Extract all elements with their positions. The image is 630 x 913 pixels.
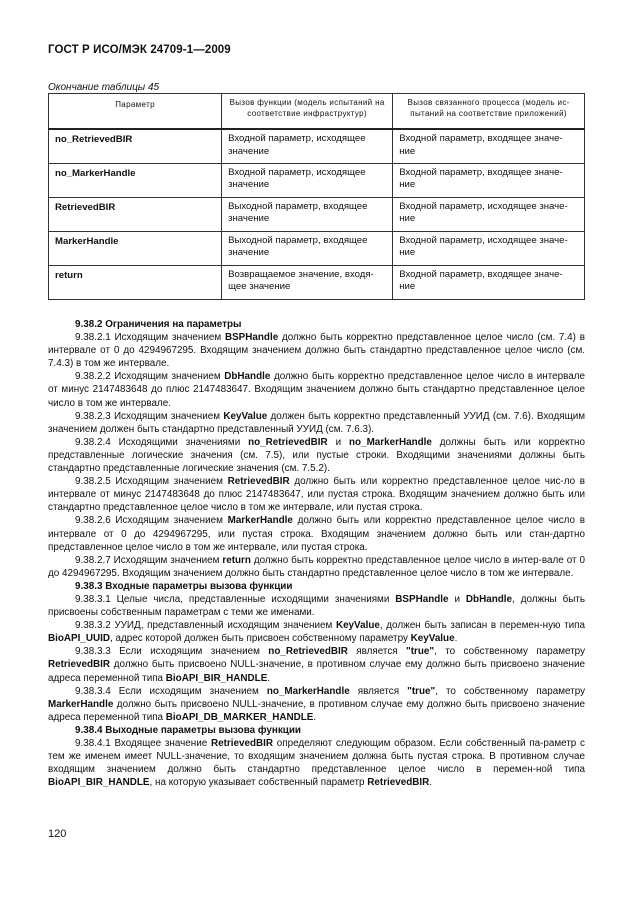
text-run: должно быть корректно представленное целое число в интер-вале от 0 до 4294967295. Входящим значением должно быть стандартно представленное целое число в том же интервале.: [48, 554, 585, 579]
section-heading: [48, 318, 585, 331]
text-run: 9.38.2.1 Исходящим значением: [75, 332, 225, 344]
parameter-name: RetrievedBIR: [49, 197, 222, 231]
text-run: и: [327, 436, 350, 448]
function-call-cell: Входной параметр, исходящее значение: [222, 129, 393, 163]
text-run: .: [454, 633, 458, 645]
function-call-cell: Выходной параметр, входящее значение: [222, 231, 393, 265]
identifier-text: BioAPI_BIR_HANDLE: [48, 777, 150, 789]
identifier-text: "true": [406, 646, 435, 658]
body-paragraph: [48, 410, 585, 436]
identifier-text: BioAPI_DB_MARKER_HANDLE: [165, 711, 314, 723]
text-run: должно быть или корректно представленное целое число в интервале от 0 до 4294967295, или пустая строка. Входящим значением должно быть или стан-дартно представленное целое число в том же интервале, или пустая строка.: [48, 515, 585, 553]
identifier-text: RetrievedBIR: [227, 476, 290, 488]
body-paragraph: [48, 737, 585, 789]
identifier-text: MarkerHandle: [48, 698, 114, 710]
table-row: [49, 163, 585, 197]
identifier-text: return: [222, 554, 251, 566]
body-paragraph: [48, 475, 585, 514]
identifier-text: MarkerHandle: [227, 515, 293, 527]
text-run: , должны быть присвоены собственным параметрам с теми же именами.: [48, 593, 585, 619]
identifier-text: no_RetrievedBIR: [268, 646, 348, 658]
body-paragraph: [48, 554, 585, 580]
column-header-parameter: Параметр: [49, 94, 222, 130]
column-header-function-call: Вызов функции (модель испытаний на соответствие инфраструктур): [222, 94, 393, 130]
text-run: 9.38.3.3 Если исходящим значением: [75, 646, 269, 658]
text-run: .: [313, 711, 317, 723]
identifier-text: DbHandle: [224, 371, 271, 383]
section-heading: [48, 724, 585, 737]
text-run: , должен быть записан в перемен-ную типа: [379, 620, 586, 632]
text-run: определяют следующим образом. Если собственный па-раметр с тем же именем имеет NULL-значение, то входящим значением должна быть пустая строка. В противном случае входящим значением должно быть стандартно представленное целое число в перемен-ной типа: [48, 738, 585, 776]
identifier-text: BioAPI_BIR_HANDLE: [165, 672, 268, 684]
text-run: является: [347, 646, 407, 658]
text-run: .: [429, 777, 433, 789]
text-run: и: [448, 593, 466, 605]
identifier-text: RetrievedBIR: [48, 659, 111, 671]
text-run: , адрес которой должен быть присвоен собственному параметру: [110, 633, 411, 645]
callback-cell: Входной параметр, входящее значе-ние: [393, 163, 585, 197]
table-header-row: [49, 94, 585, 130]
text-run: 9.38.3.1 Целые числа, представленные исходящими значениями: [75, 593, 396, 605]
text-run: 9.38.3.2 УУИД, представленный исходящим значением: [75, 620, 336, 632]
identifier-text: RetrievedBIR: [210, 738, 273, 749]
text-run: должно быть присвоено NULL-значение, в противном случае ему должно быть присвоено значение адреса переменной типа: [48, 698, 585, 723]
text-run: является: [349, 685, 408, 697]
identifier-text: "true": [407, 685, 436, 697]
identifier-text: 9.38.4 Выходные параметры вызова функции: [75, 724, 301, 736]
table-row: [49, 197, 585, 231]
body-text: [48, 318, 585, 789]
identifier-text: KeyValue: [223, 410, 268, 422]
identifier-text: no_RetrievedBIR: [248, 436, 328, 448]
identifier-text: 9.38.2 Ограничения на параметры: [75, 319, 242, 330]
text-run: должно быть корректно представленное целое число в интервале от минус 2147483648 до плюс 2147483647. Входящим значением должно быть стандартно представленное целое число в том же интервале.: [48, 371, 585, 409]
identifier-text: no_MarkerHandle: [349, 436, 432, 448]
page-number: 120: [48, 828, 67, 840]
document-header: ГОСТ Р ИСО/МЭК 24709-1—2009: [48, 44, 231, 56]
parameter-name: return: [49, 265, 222, 299]
callback-cell: Входной параметр, входящее значе-ние: [393, 265, 585, 299]
text-run: должно быть присвоено NULL-значение, в противном случае ему должно быть присвоено значение адреса переменной типа: [48, 659, 585, 684]
text-run: 9.38.2.4 Исходящими значениями: [75, 436, 249, 448]
section-heading: [48, 580, 585, 593]
identifier-text: RetrievedBIR: [367, 777, 430, 789]
body-paragraph: [48, 685, 585, 724]
parameter-name: no_RetrievedBIR: [49, 129, 222, 163]
function-call-cell: Возвращаемое значение, входя-щее значение: [222, 265, 393, 299]
identifier-text: KeyValue: [410, 633, 455, 645]
body-paragraph: [48, 331, 585, 370]
identifier-text: DbHandle: [465, 593, 513, 605]
text-run: , то собственному параметру: [434, 646, 586, 658]
text-run: 9.38.2.7 Исходящим значением: [75, 554, 223, 566]
text-run: , то собственному параметру: [435, 685, 586, 697]
column-header-callback: Вызов связанного процесса (модель ис-пытаний на соответствие приложений): [393, 94, 585, 130]
text-run: должны быть или корректно представленные логические значения (см. 7.5), или пустые строки. Входящими значениями должны быть стандартно представленные логические значения (см. 7.5.2).: [48, 436, 585, 475]
identifier-text: BSPHandle: [395, 593, 449, 605]
body-paragraph: [48, 436, 585, 475]
table-caption: Окончание таблицы 45: [48, 82, 160, 93]
callback-cell: Входной параметр, исходящее значе-ние: [393, 197, 585, 231]
text-run: должно быть или корректно представленное целое чис-ло в интервале от минус 2147483648 до плюс 2147483647, или пустая строка. Входящим значением должно быть или стандартно представленное целое число в том же интервале, или пустая строка.: [48, 476, 585, 514]
identifier-text: BSPHandle: [224, 332, 279, 344]
table-row: [49, 129, 585, 163]
body-paragraph: [48, 514, 585, 553]
text-run: 9.38.2.6 Исходящим значением: [75, 515, 228, 527]
text-run: 9.38.2.2 Исходящим значением: [75, 371, 225, 383]
body-paragraph: [48, 370, 585, 409]
callback-cell: Входной параметр, исходящее значе-ние: [393, 231, 585, 265]
parameter-name: MarkerHandle: [49, 231, 222, 265]
text-run: , на которую указывает собственный параметр: [149, 777, 368, 789]
body-paragraph: [48, 645, 585, 684]
function-call-cell: Выходной параметр, входящее значение: [222, 197, 393, 231]
text-run: 9.38.4.1 Входящее значение: [75, 738, 211, 749]
function-call-cell: Входной параметр, исходящее значение: [222, 163, 393, 197]
text-run: 9.38.2.5 Исходящим значением: [75, 476, 228, 488]
text-run: 9.38.2.3 Исходящим значением: [75, 410, 224, 422]
identifier-text: no_MarkerHandle: [266, 685, 350, 697]
table-row: [49, 231, 585, 265]
text-run: должен быть корректно представленный УУИД (см. 7.6). Входящим значением должен быть стандартно представленный УУИД (см. 7.6.3).: [48, 410, 586, 435]
text-run: .: [267, 672, 271, 684]
text-run: 9.38.3.4 Если исходящим значением: [75, 685, 267, 697]
parameters-table: [48, 93, 585, 300]
callback-cell: Входной параметр, входящее значе-ние: [393, 129, 585, 163]
identifier-text: 9.38.3 Входные параметры вызова функции: [75, 580, 293, 592]
text-run: должно быть корректно представленное целое число (см. 7.4) в интервале от 0 до 4294967295. Входящим значением должно быть стандартно представленное целое число (см. 7.4.3) в том же интервале.: [48, 332, 585, 370]
identifier-text: BioAPI_UUID: [48, 633, 110, 645]
identifier-text: KeyValue: [335, 620, 380, 632]
body-paragraph: [48, 619, 585, 645]
table-row: [49, 265, 585, 299]
body-paragraph: [48, 593, 585, 619]
parameter-name: no_MarkerHandle: [49, 163, 222, 197]
